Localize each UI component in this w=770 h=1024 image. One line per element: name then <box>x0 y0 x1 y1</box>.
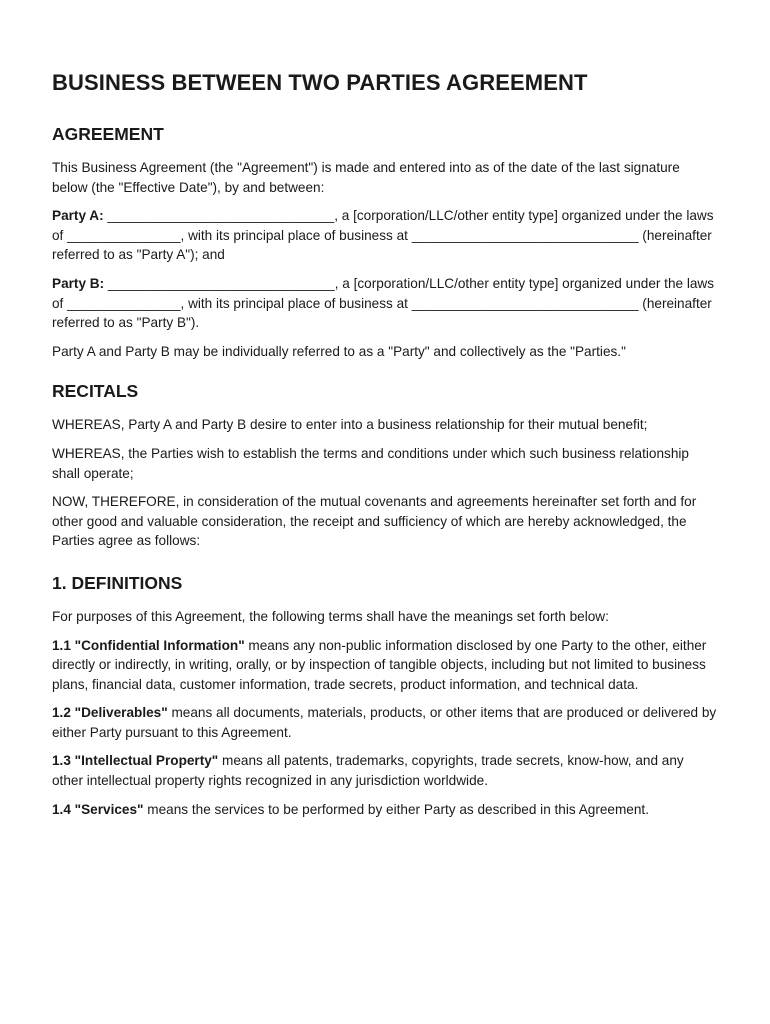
party-b-paragraph <box>52 274 718 333</box>
definition-text: means any non-public information disclosed by one Party to the other, either directly or indirectly, in writing, orally, or by inspection of tangible objects, including but not limited to business plans, financial data, customer information, trade secrets, product information, and technical data. <box>52 637 707 692</box>
definition-text: means the services to be performed by either Party as described in this Agreement. <box>143 801 649 817</box>
party-b-label: Party B: <box>52 275 105 291</box>
definition-item <box>52 636 718 695</box>
agreement-heading: AGREEMENT <box>52 124 164 144</box>
definition-item <box>52 703 718 742</box>
recitals-heading: RECITALS <box>52 381 139 402</box>
definition-term: 1.4 "Services" <box>52 801 144 817</box>
definition-term: 1.2 "Deliverables" <box>52 705 168 721</box>
definition-term: 1.3 "Intellectual Property" <box>52 753 219 769</box>
definitions-heading: 1. DEFINITIONS <box>52 572 183 593</box>
definition-text: means all patents, trademarks, copyrights, trade secrets, know-how, and any other intellectual property rights recognized in any jurisdiction worldwide. <box>52 753 684 789</box>
definition-term: 1.1 "Confidential Information" <box>52 637 245 653</box>
party-a-text: ______________________________, a [corporation/LLC/other entity type] organized under the laws of _______________, with its principal place of business at ______________________________ (hereinafter referred to as "Party A"); and <box>52 208 714 263</box>
definition-item <box>52 751 718 790</box>
parties-collective-paragraph: Party A and Party B may be individually referred to as a "Party" and collectively as the "Parties." <box>52 343 626 359</box>
agreement-intro: This Business Agreement (the "Agreement") is made and entered into as of the date of the last signature below (the "Effective Date"), by and between: <box>52 160 680 195</box>
party-a-paragraph <box>52 206 718 265</box>
definitions-section <box>52 573 718 819</box>
party-a-label: Party A: <box>52 208 104 224</box>
recitals-section <box>52 381 718 551</box>
agreement-section <box>52 124 718 361</box>
definition-text: means all documents, materials, products, or other items that are produced or delivered by either Party pursuant to this Agreement. <box>52 705 717 740</box>
party-b-text: ______________________________, a [corporation/LLC/other entity type] organized under the laws of _______________, with its principal place of business at ______________________________ (hereinafter referred to as "Party B"). <box>52 275 715 331</box>
recital-paragraph: WHEREAS, Party A and Party B desire to enter into a business relationship for their mutual benefit; <box>52 417 648 433</box>
recital-paragraph: WHEREAS, the Parties wish to establish the terms and conditions under which such business relationship shall operate; <box>52 445 689 481</box>
definitions-intro: For purposes of this Agreement, the following terms shall have the meanings set forth below: <box>52 608 609 624</box>
recital-paragraph: NOW, THEREFORE, in consideration of the mutual covenants and agreements hereinafter set forth and for other good and valuable consideration, the receipt and sufficiency of which are hereby acknowledged, the Parties agree as follows: <box>52 494 697 549</box>
definition-item <box>52 800 718 820</box>
document-title: BUSINESS BETWEEN TWO PARTIES AGREEMENT <box>52 70 588 95</box>
